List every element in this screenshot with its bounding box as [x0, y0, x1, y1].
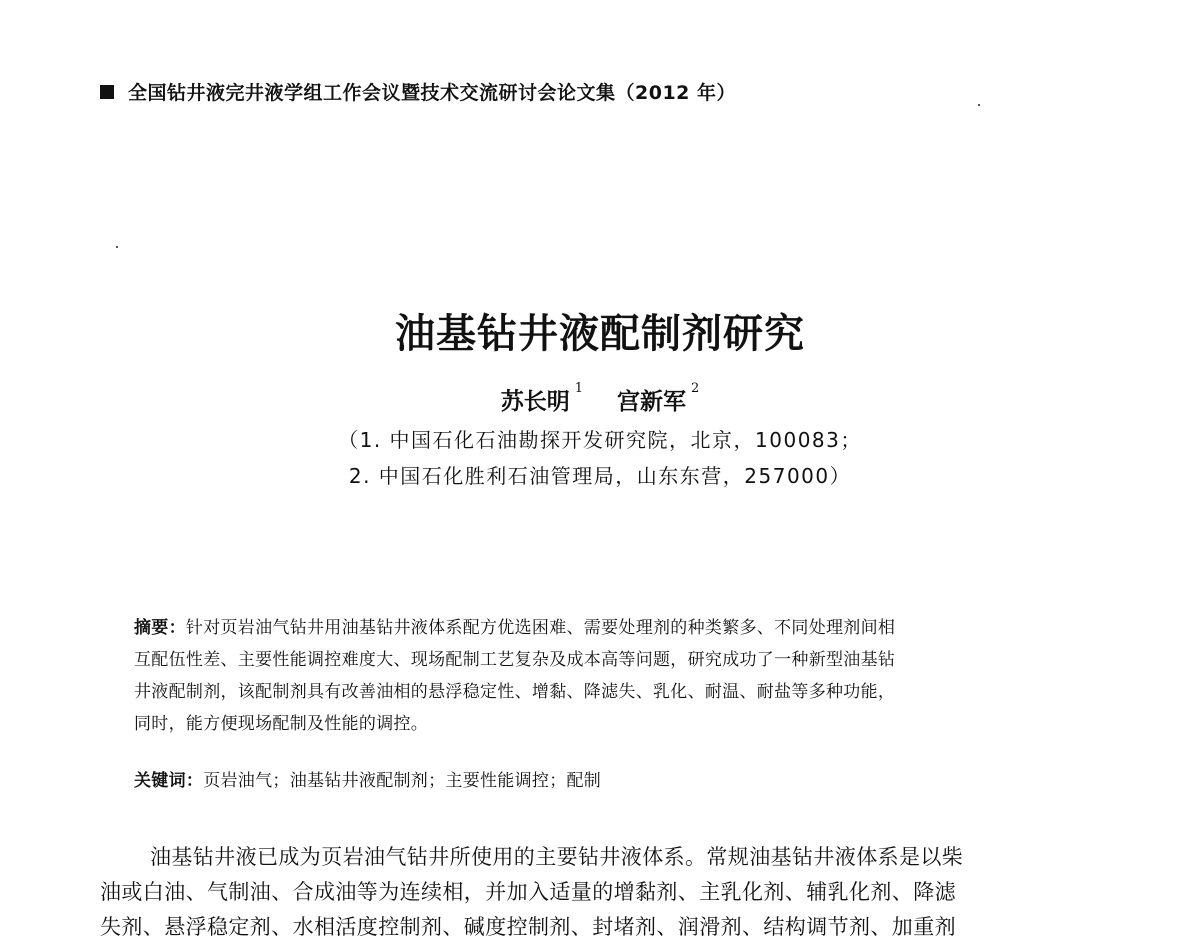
author-2 [617, 383, 699, 416]
abstract-line [134, 612, 1074, 644]
abstract [134, 612, 1074, 740]
abstract-text: 针对页岩油气钻井用油基钻井液体系配方优选困难、需要处理剂的种类繁多、不同处理剂间相 [185, 618, 896, 638]
body-line: 失剂、悬浮稳定剂、水相活度控制剂、碱度控制剂、封堵剂、润滑剂、结构调节剂、加重剂 [100, 915, 956, 939]
keywords-text: 页岩油气；油基钻井液配制剂；主要性能调控；配制 [203, 771, 602, 791]
paper-title: 油基钻井液配制剂研究 [395, 310, 805, 357]
body-line: 油基钻井液已成为页岩油气钻井所使用的主要钻井液体系。常规油基钻井液体系是以柴 [150, 845, 964, 869]
running-header [100, 78, 736, 105]
scan-speck [978, 104, 980, 106]
abstract-line: 同时，能方便现场配制及性能的调控。 [134, 714, 429, 734]
author-line [0, 383, 1200, 416]
abstract-line: 互配伍性差、主要性能调控难度大、现场配制工艺复杂及成本高等问题，研究成功了一种新型油基钻 [134, 650, 896, 670]
body-line: 油或白油、气制油、合成油等为连续相，并加入适量的增黏剂、主乳化剂、辅乳化剂、降滤 [100, 880, 956, 904]
author-name: 苏长明 [500, 388, 570, 415]
author-name: 宫新军 [617, 388, 686, 415]
header-square-icon [100, 85, 114, 99]
body-paragraph [100, 840, 1110, 945]
abstract-line: 井液配制剂，该配制剂具有改善油相的悬浮稳定性、增黏、降滤失、乳化、耐温、耐盐等多种功能， [134, 682, 896, 702]
affiliation-2: 2. 中国石化胜利石油管理局，山东东营，257000） [348, 464, 852, 488]
scan-speck [116, 246, 118, 248]
author-affiliation-mark: 2 [691, 381, 700, 396]
author-1 [501, 383, 583, 416]
running-header-text: 全国钻井液完井液学组工作会议暨技术交流研讨会论文集（2012 年） [128, 82, 736, 104]
keywords [134, 766, 601, 791]
keywords-label: 关键词： [134, 771, 204, 791]
author-affiliation-mark: 1 [574, 381, 583, 396]
abstract-label: 摘要： [134, 618, 186, 638]
affiliation-1: （1. 中国石化石油勘探开发研究院，北京，100083； [338, 428, 862, 452]
